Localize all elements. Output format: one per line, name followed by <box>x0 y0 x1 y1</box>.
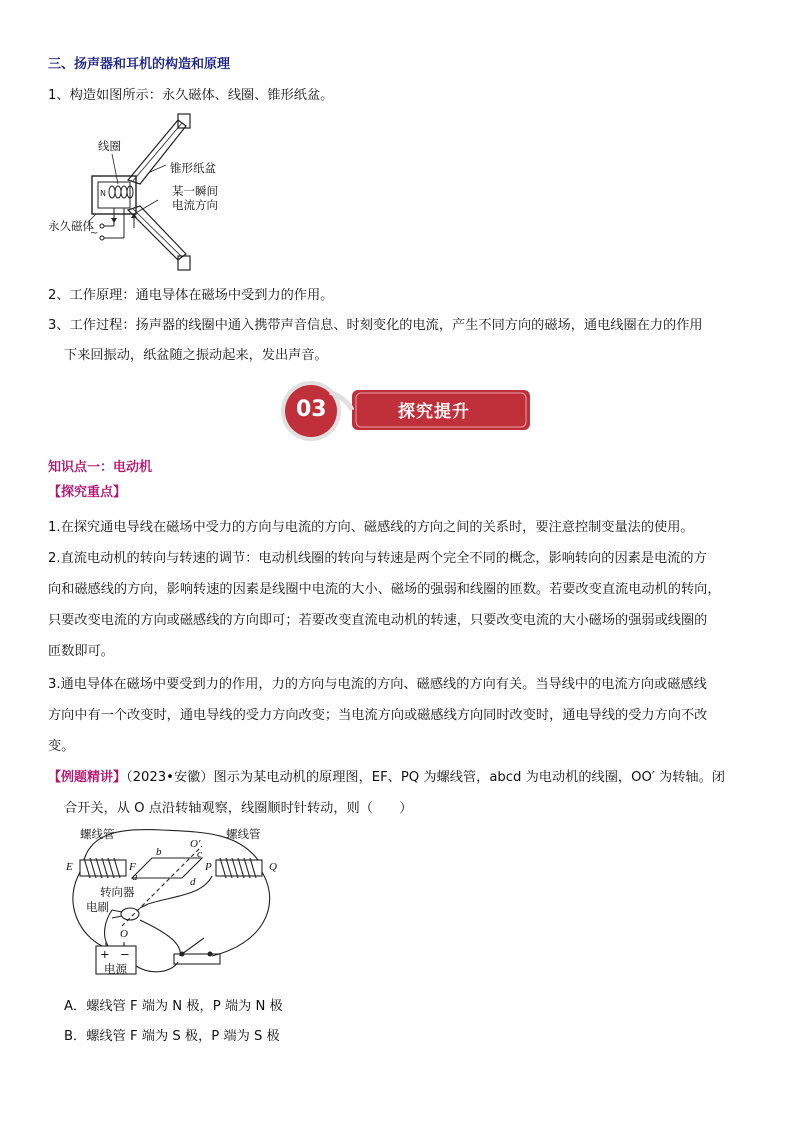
option-b: B．螺线管 F 端为 S 极，P 端为 S 极 <box>64 1029 280 1044</box>
label-O-prime: O′ <box>190 838 201 850</box>
commutator-label: 转向器 <box>100 885 135 899</box>
svg-text:~: ~ <box>90 228 99 239</box>
focus-paragraph-2-line4: 匝数即可。 <box>48 644 114 659</box>
right-solenoid-label: 螺线管 <box>226 827 261 841</box>
banner-label: 探究提升 <box>398 402 470 422</box>
power-source-label: 电源 <box>104 962 127 976</box>
label-b: b <box>156 846 162 858</box>
magnet-label: 永久磁体 <box>48 219 94 233</box>
knowledge-title: 知识点一：电动机 <box>48 460 153 475</box>
label-Q: Q <box>269 861 277 873</box>
principle-item: 2、工作原理：通电导体在磁场中受到力的作用。 <box>48 288 334 303</box>
coil-label: 线圈 <box>98 139 121 153</box>
label-E: E <box>66 861 73 873</box>
label-P: P <box>205 861 212 873</box>
banner-number: 03 <box>296 397 327 422</box>
cone-label: 锥形纸盆 <box>170 161 216 175</box>
brush-label: 电刷 <box>86 900 109 914</box>
moment-label: 某一瞬间 <box>172 184 218 198</box>
focus-heading: 【探究重点】 <box>48 485 127 500</box>
battery-plus: + <box>100 947 110 961</box>
focus-paragraph-3-line2: 方向中有一个改变时，通电导线的受力方向改变；当电流方向或磁感线方向同时改变时，通电导线的受力方向不改 <box>48 708 708 723</box>
focus-paragraph-3-line3: 变。 <box>48 739 75 754</box>
example-tag: 【例题精讲】 <box>48 770 127 785</box>
left-solenoid-label: 螺线管 <box>80 827 115 841</box>
focus-paragraph-2-line1: 2.直流电动机的转向与转速的调节：电动机线圈的转向与转速是两个完全不同的概念，影响转向的因素是电流的方 <box>48 551 707 566</box>
process-item-line2: 下来回振动，纸盆随之振动起来，发出声音。 <box>64 348 328 363</box>
label-d: d <box>190 876 196 888</box>
focus-paragraph-1: 1.在探究通电导线在磁场中受力的方向与电流的方向、磁感线的方向之间的关系时，要注意控制变量法的使用。 <box>48 520 694 535</box>
section-title: 三、扬声器和耳机的构造和原理 <box>48 57 231 72</box>
current-direction-label: 电流方向 <box>172 198 218 212</box>
label-F: F <box>129 861 136 873</box>
focus-paragraph-3-line1: 3.通电导体在磁场中要受到力的作用，力的方向与电流的方向、磁感线的方向有关。当导线中的电流方向或磁感线 <box>48 677 707 692</box>
label-O: O <box>120 928 128 940</box>
battery-minus: − <box>120 947 130 961</box>
focus-paragraph-2-line2: 向和磁感线的方向，影响转速的因素是线圈中电流的大小、磁场的强弱和线圈的匝数。若要改变直流电动机的转向， <box>48 582 721 597</box>
svg-text:N: N <box>100 189 106 198</box>
label-a: a <box>132 871 138 883</box>
label-c: c <box>197 848 202 860</box>
example-line1 <box>48 768 725 788</box>
speaker-diagram <box>48 110 248 280</box>
focus-paragraph-2-line3: 只要改变电流的方向或磁感线的方向即可；若要改变直流电动机的转速，只要改变电流的大小磁场的强弱或线圈的 <box>48 613 708 628</box>
example-question-line1: （2023•安徽）图示为某电动机的原理图，EF、PQ 为螺线管，abcd 为电动机的线圈，OO′ 为转轴。闭 <box>126 770 725 785</box>
example-question-line2: 合开关，从 O 点沿转轴观察，线圈顺时针转动，则（ ） <box>64 801 413 816</box>
process-item-line1: 3、工作过程：扬声器的线圈中通入携带声音信息、时刻变化的电流，产生不同方向的磁场，通电线圈在力的作用 <box>48 318 703 333</box>
option-a: A．螺线管 F 端为 N 极，P 端为 N 极 <box>64 999 283 1014</box>
structure-item: 1、构造如图所示：永久磁体、线圈、锥形纸盆。 <box>48 88 334 103</box>
speaker-diagram-svg <box>48 110 248 280</box>
